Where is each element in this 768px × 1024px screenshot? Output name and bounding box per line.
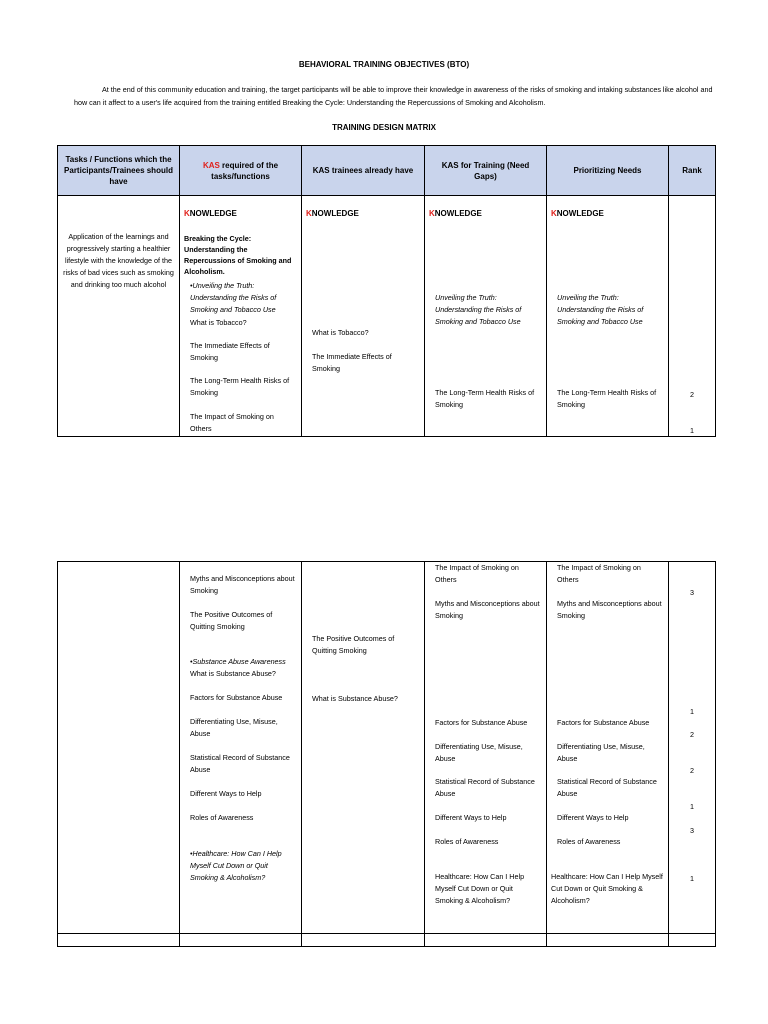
knowledge-heading: KNOWLEDGE [429,209,482,218]
document-title: BEHAVIORAL TRAINING OBJECTIVES (BTO) [298,60,470,69]
training-healthcare: Healthcare: How Can I Help Myself Cut Down or Quit Smoking & Alcoholism? [435,872,525,905]
training-matrix-table-1 [57,145,716,437]
column-divider [668,562,669,946]
priority-differentiating: Differentiating Use, Misuse, Abuse [557,742,645,763]
priority-statistical: Statistical Record of Substance Abuse [557,777,657,798]
header-divider [58,195,715,196]
topic-differentiating: Differentiating Use, Misuse, Abuse [190,717,278,738]
have-what-is-tobacco: What is Tobacco? [312,328,369,337]
column-divider [179,146,180,436]
knowledge-heading: KNOWLEDGE [551,209,604,218]
priority-factors: Factors for Substance Abuse [557,718,650,727]
topic-impact-on-others: The Impact of Smoking on Others [190,412,274,433]
training-matrix-table-2 [57,561,716,947]
rank-value: 1 [690,426,694,435]
topic-substance-heading: •Substance Abuse Awareness [190,657,286,666]
topic-positive-outcomes: The Positive Outcomes of Quitting Smoking [190,610,273,631]
header-rank: Rank [669,146,715,195]
rank-value: 2 [690,766,694,775]
matrix-title: TRAINING DESIGN MATRIX [332,123,436,132]
topic-myths: Myths and Misconceptions about Smoking [190,574,295,595]
training-unveiling: Unveiling the Truth: Understanding the Risks of Smoking and Tobacco Use [435,293,522,326]
priority-ways-to-help: Different Ways to Help [557,813,629,822]
topic-unveiling: •Unveiling the Truth: Understanding the Risks of Smoking and Tobacco Use [190,281,277,314]
training-differentiating: Differentiating Use, Misuse, Abuse [435,742,523,763]
rank-value: 1 [690,874,694,883]
topic-roles: Roles of Awareness [190,813,254,822]
column-divider [301,146,302,436]
column-divider [424,146,425,436]
topic-healthcare: •Healthcare: How Can I Help Myself Cut Down or Quit Smoking & Alcoholism? [190,849,282,882]
priority-unveiling: Unveiling the Truth: Understanding the Risks of Smoking and Tobacco Use [557,293,644,326]
header-prioritizing: Prioritizing Needs [547,146,668,195]
training-myths: Myths and Misconceptions about Smoking [435,599,540,620]
intro-paragraph: At the end of this community education and training, the target participants will be able to improve their knowledge in awareness of the risks of smoking and intaking substances like alcohol and how can it affect to a user's life acquired from the training entitled Breaking the Cycle: Understanding the Repercussions of Smoking and Alcoholism. [74,85,713,107]
column-divider [546,562,547,946]
have-positive-outcomes: The Positive Outcomes of Quitting Smoking [312,634,395,655]
column-divider [424,562,425,946]
priority-roles: Roles of Awareness [557,837,621,846]
training-long-term-risks: The Long-Term Health Risks of Smoking [435,388,535,409]
knowledge-heading: KNOWLEDGE [306,209,359,218]
rank-value: 1 [690,802,694,811]
rank-value: 3 [690,588,694,597]
task-text: Application of the learnings and progressively starting a healthier lifestyle with the knowledge of the risks of bad vices such as smoking and drinking too much alcohol [63,232,174,289]
rank-value: 2 [690,730,694,739]
topic-ways-to-help: Different Ways to Help [190,789,262,798]
module-title: Breaking the Cycle: Understanding the Repercussions of Smoking and Alcoholism. [184,234,292,276]
column-divider [179,562,180,946]
header-kas-have: KAS trainees already have [302,146,424,195]
topic-immediate-effects: The Immediate Effects of Smoking [190,341,270,362]
header-kas-training: KAS for Training (Need Gaps) [425,146,546,195]
header-tasks: Tasks / Functions which the Participants/Trainees should have [58,146,179,195]
header-kas-red: KAS [202,160,220,170]
have-what-is-substance: What is Substance Abuse? [312,694,398,703]
topic-what-is-substance: What is Substance Abuse? [190,669,276,678]
topic-long-term-risks: The Long-Term Health Risks of Smoking [190,376,290,397]
training-ways-to-help: Different Ways to Help [435,813,507,822]
training-statistical: Statistical Record of Substance Abuse [435,777,535,798]
column-divider [546,146,547,436]
rank-value: 2 [690,390,694,399]
header-kas-required [180,146,301,195]
column-divider [301,562,302,946]
priority-long-term-risks: The Long-Term Health Risks of Smoking [557,388,657,409]
rank-value: 3 [690,826,694,835]
training-factors: Factors for Substance Abuse [435,718,528,727]
topic-factors: Factors for Substance Abuse [190,693,283,702]
training-roles: Roles of Awareness [435,837,499,846]
rank-value: 1 [690,707,694,716]
header-kas-rest: required of the tasks/functions [211,160,279,181]
have-immediate-effects: The Immediate Effects of Smoking [312,352,392,373]
row-divider [58,933,715,934]
training-impact: The Impact of Smoking on Others [435,563,519,584]
priority-healthcare: Healthcare: How Can I Help Myself Cut Down or Quit Smoking & Alcoholism? [551,872,663,905]
topic-statistical: Statistical Record of Substance Abuse [190,753,290,774]
knowledge-heading: KNOWLEDGE [184,209,237,218]
topic-what-is-tobacco: What is Tobacco? [190,318,247,327]
priority-impact: The Impact of Smoking on Others [557,563,641,584]
priority-myths: Myths and Misconceptions about Smoking [557,599,662,620]
